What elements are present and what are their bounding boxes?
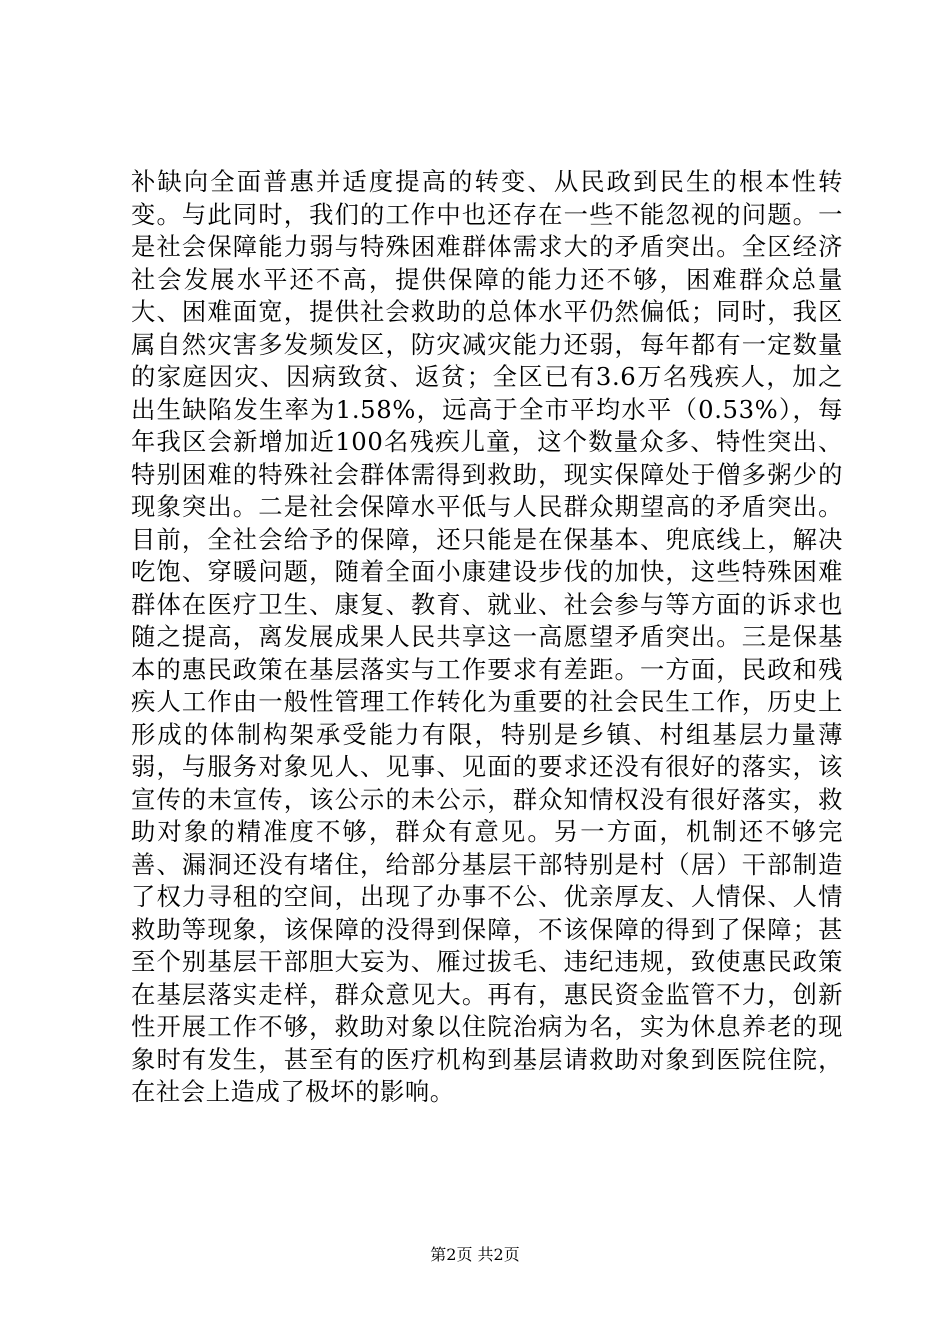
body-paragraph: 补缺向全面普惠并适度提高的转变、从民政到民生的根本性转变。与此同时，我们的工作中也还存在一些不能忽视的问题。一是社会保障能力弱与特殊困难群体需求大的矛盾突出。全区经济社会发展水平还不高，提供保障的能力还不够，困难群众总量大、困难面宽，提供社会救助的总体水平仍然偏低；同时，我区属自然灾害多发频发区，防灾减灾能力还弱，每年都有一定数量的家庭因灾、因病致贫、返贫；全区已有3.6万名残疾人，加之出生缺陷发生率为1.58%，远高于全市平均水平（0.53%），每年我区会新增加近100名残疾儿童，这个数量众多、特性突出、特别困难的特殊社会群体需得到救助，现实保障处于僧多粥少的现象突出。二是社会保障水平低与人民群众期望高的矛盾突出。目前，全社会给予的保障，还只能是在保基本、兜底线上，解决吃饱、穿暖问题，随着全面小康建设步伐的加快，这些特殊困难群体在医疗卫生、康复、教育、就业、社会参与等方面的诉求也随之提高，离发展成果人民共享这一高愿望矛盾突出。三是保基本的惠民政策在基层落实与工作要求有差距。一方面，民政和残疾人工作由一般性管理工作转化为重要的社会民生工作，历史上形成的体制构架承受能力有限，特别是乡镇、村组基层力量薄弱，与服务对象见人、见事、见面的要求还没有很好的落实，该宣传的未宣传，该公示的未公示，群众知情权没有很好落实，救助对象的精准度不够，群众有意见。另一方面，机制还不够完善、漏洞还没有堵住，给部分基层干部特别是村（居）干部制造了权力寻租的空间，出现了办事不公、优亲厚友、人情保、人情救助等现象，该保障的没得到保障，不该保障的得到了保障；甚至个别基层干部胆大妄为、雁过拔毛、违纪违规，致使惠民政策在基层落实走样，群众意见大。再有，惠民资金监管不力，创新性开展工作不够，救助对象以住院治病为名，实为休息养老的现象时有发生，甚至有的医疗机构到基层请救助对象到医院住院，在社会上造成了极坏的影响。 bbox=[131, 167, 843, 1106]
page-footer: 第2页 共2页 bbox=[430, 1245, 520, 1264]
